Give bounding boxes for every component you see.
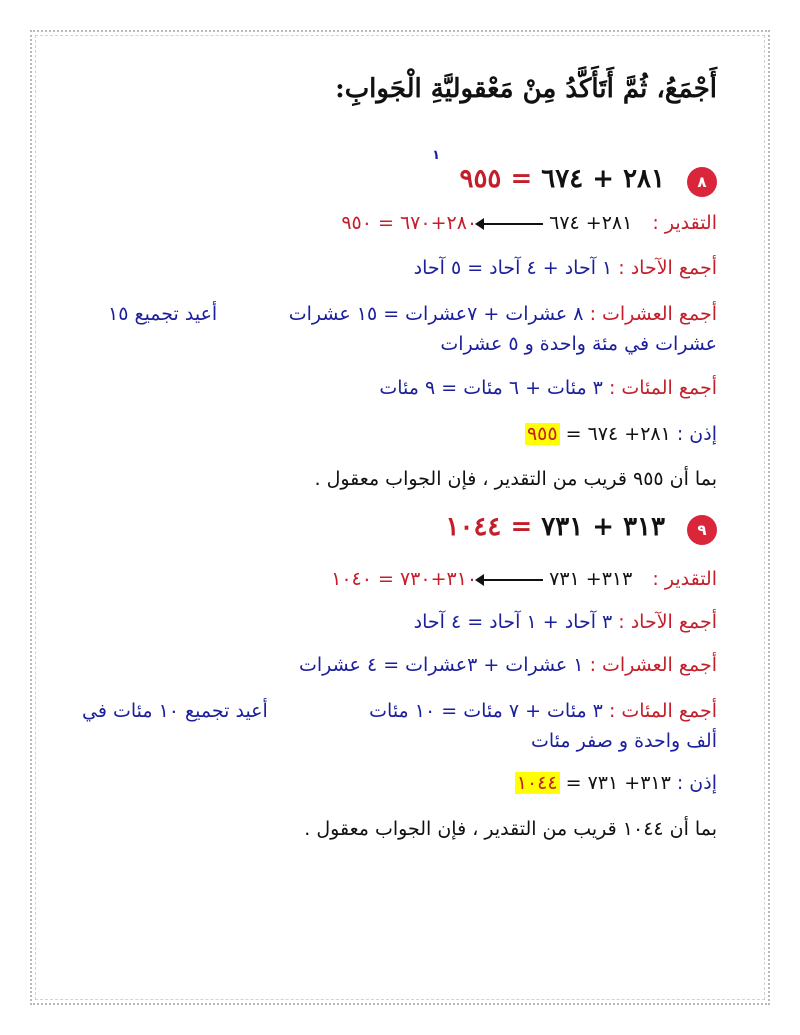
hundreds-text: ٣ مئات + ٦ مئات = ٩ مئات <box>379 377 603 399</box>
estimate-row <box>331 568 717 590</box>
result-answer: ٩٥٥ <box>526 423 558 445</box>
estimate-rounded: ٢٨٠+٦٧٠ = ٩٥٠ <box>341 212 478 234</box>
tens-regroup-note: أعيد تجميع ١٥ <box>108 303 218 325</box>
tens-row <box>289 303 717 325</box>
arrow-icon <box>483 579 543 581</box>
estimate-label: التقدير : <box>652 568 717 590</box>
problem-number-badge: ٨ <box>687 167 717 197</box>
tens-text: ٨ عشرات + ٧عشرات = ١٥ عشرات <box>288 303 584 325</box>
hundreds-regroup-continued: ألف واحدة و صفر مئات <box>530 730 717 752</box>
ones-label: أجمع الآحاد : <box>618 611 717 633</box>
hundreds-row <box>369 700 717 722</box>
ones-text: ١ آحاد + ٤ آحاد = ٥ آحاد <box>413 257 613 279</box>
problem-number-badge: ٩ <box>687 515 717 545</box>
estimate-original: ٢٨١+ ٦٧٤ <box>549 212 633 234</box>
result-expression: ٢٨١+ ٦٧٤ = <box>565 423 671 445</box>
estimate-label: التقدير : <box>652 212 717 234</box>
ones-label: أجمع الآحاد : <box>618 257 717 279</box>
equation-addends: ٢٨١ + ٦٧٤ <box>541 164 665 194</box>
equation-sum: = ١٠٤٤ <box>445 512 533 542</box>
ones-text: ٣ آحاد + ١ آحاد = ٤ آحاد <box>413 611 613 633</box>
equation-sum: = ٩٥٥ <box>459 164 533 194</box>
tens-label: أجمع العشرات : <box>589 303 717 325</box>
equation-addends: ٣١٣ + ٧٣١ <box>541 512 665 542</box>
exercise-instruction: أَجْمَعُ، ثُمَّ أَتَأَكَّدُ مِنْ مَعْقوليَّةِ الْجَوابِ: <box>335 74 717 104</box>
result-expression: ٣١٣+ ٧٣١ = <box>565 772 671 794</box>
problem-9-equation <box>446 512 717 545</box>
hundreds-label: أجمع المئات : <box>608 700 717 722</box>
hundreds-text: ٣ مئات + ٧ مئات = ١٠ مئات <box>369 700 603 722</box>
hundreds-regroup-note: أعيد تجميع ١٠ مئات في <box>82 700 268 722</box>
estimate-original: ٣١٣+ ٧٣١ <box>549 568 633 590</box>
carry-digit: ١ <box>432 148 440 163</box>
tens-row <box>299 654 717 676</box>
tens-regroup-continued: عشرات في مئة واحدة و ٥ عشرات <box>440 333 717 355</box>
result-label: إذن : <box>676 772 717 794</box>
hundreds-row <box>379 377 717 399</box>
result-row <box>515 772 717 794</box>
result-label: إذن : <box>676 423 717 445</box>
conclusion-text: بما أن ٩٥٥ قريب من التقدير ، فإن الجواب معقول . <box>314 468 717 490</box>
ones-row <box>414 257 717 279</box>
problem-8-equation <box>459 164 717 197</box>
estimate-row <box>341 212 717 234</box>
tens-label: أجمع العشرات : <box>589 654 717 676</box>
result-row <box>525 423 717 445</box>
conclusion-text: بما أن ١٠٤٤ قريب من التقدير ، فإن الجواب معقول . <box>304 818 717 840</box>
result-answer: ١٠٤٤ <box>516 772 558 794</box>
arrow-icon <box>483 223 543 225</box>
hundreds-label: أجمع المئات : <box>608 377 717 399</box>
estimate-rounded: ٣١٠+٧٣٠ = ١٠٤٠ <box>331 568 478 590</box>
ones-row <box>414 611 717 633</box>
tens-text: ١ عشرات + ٣عشرات = ٤ عشرات <box>298 654 584 676</box>
